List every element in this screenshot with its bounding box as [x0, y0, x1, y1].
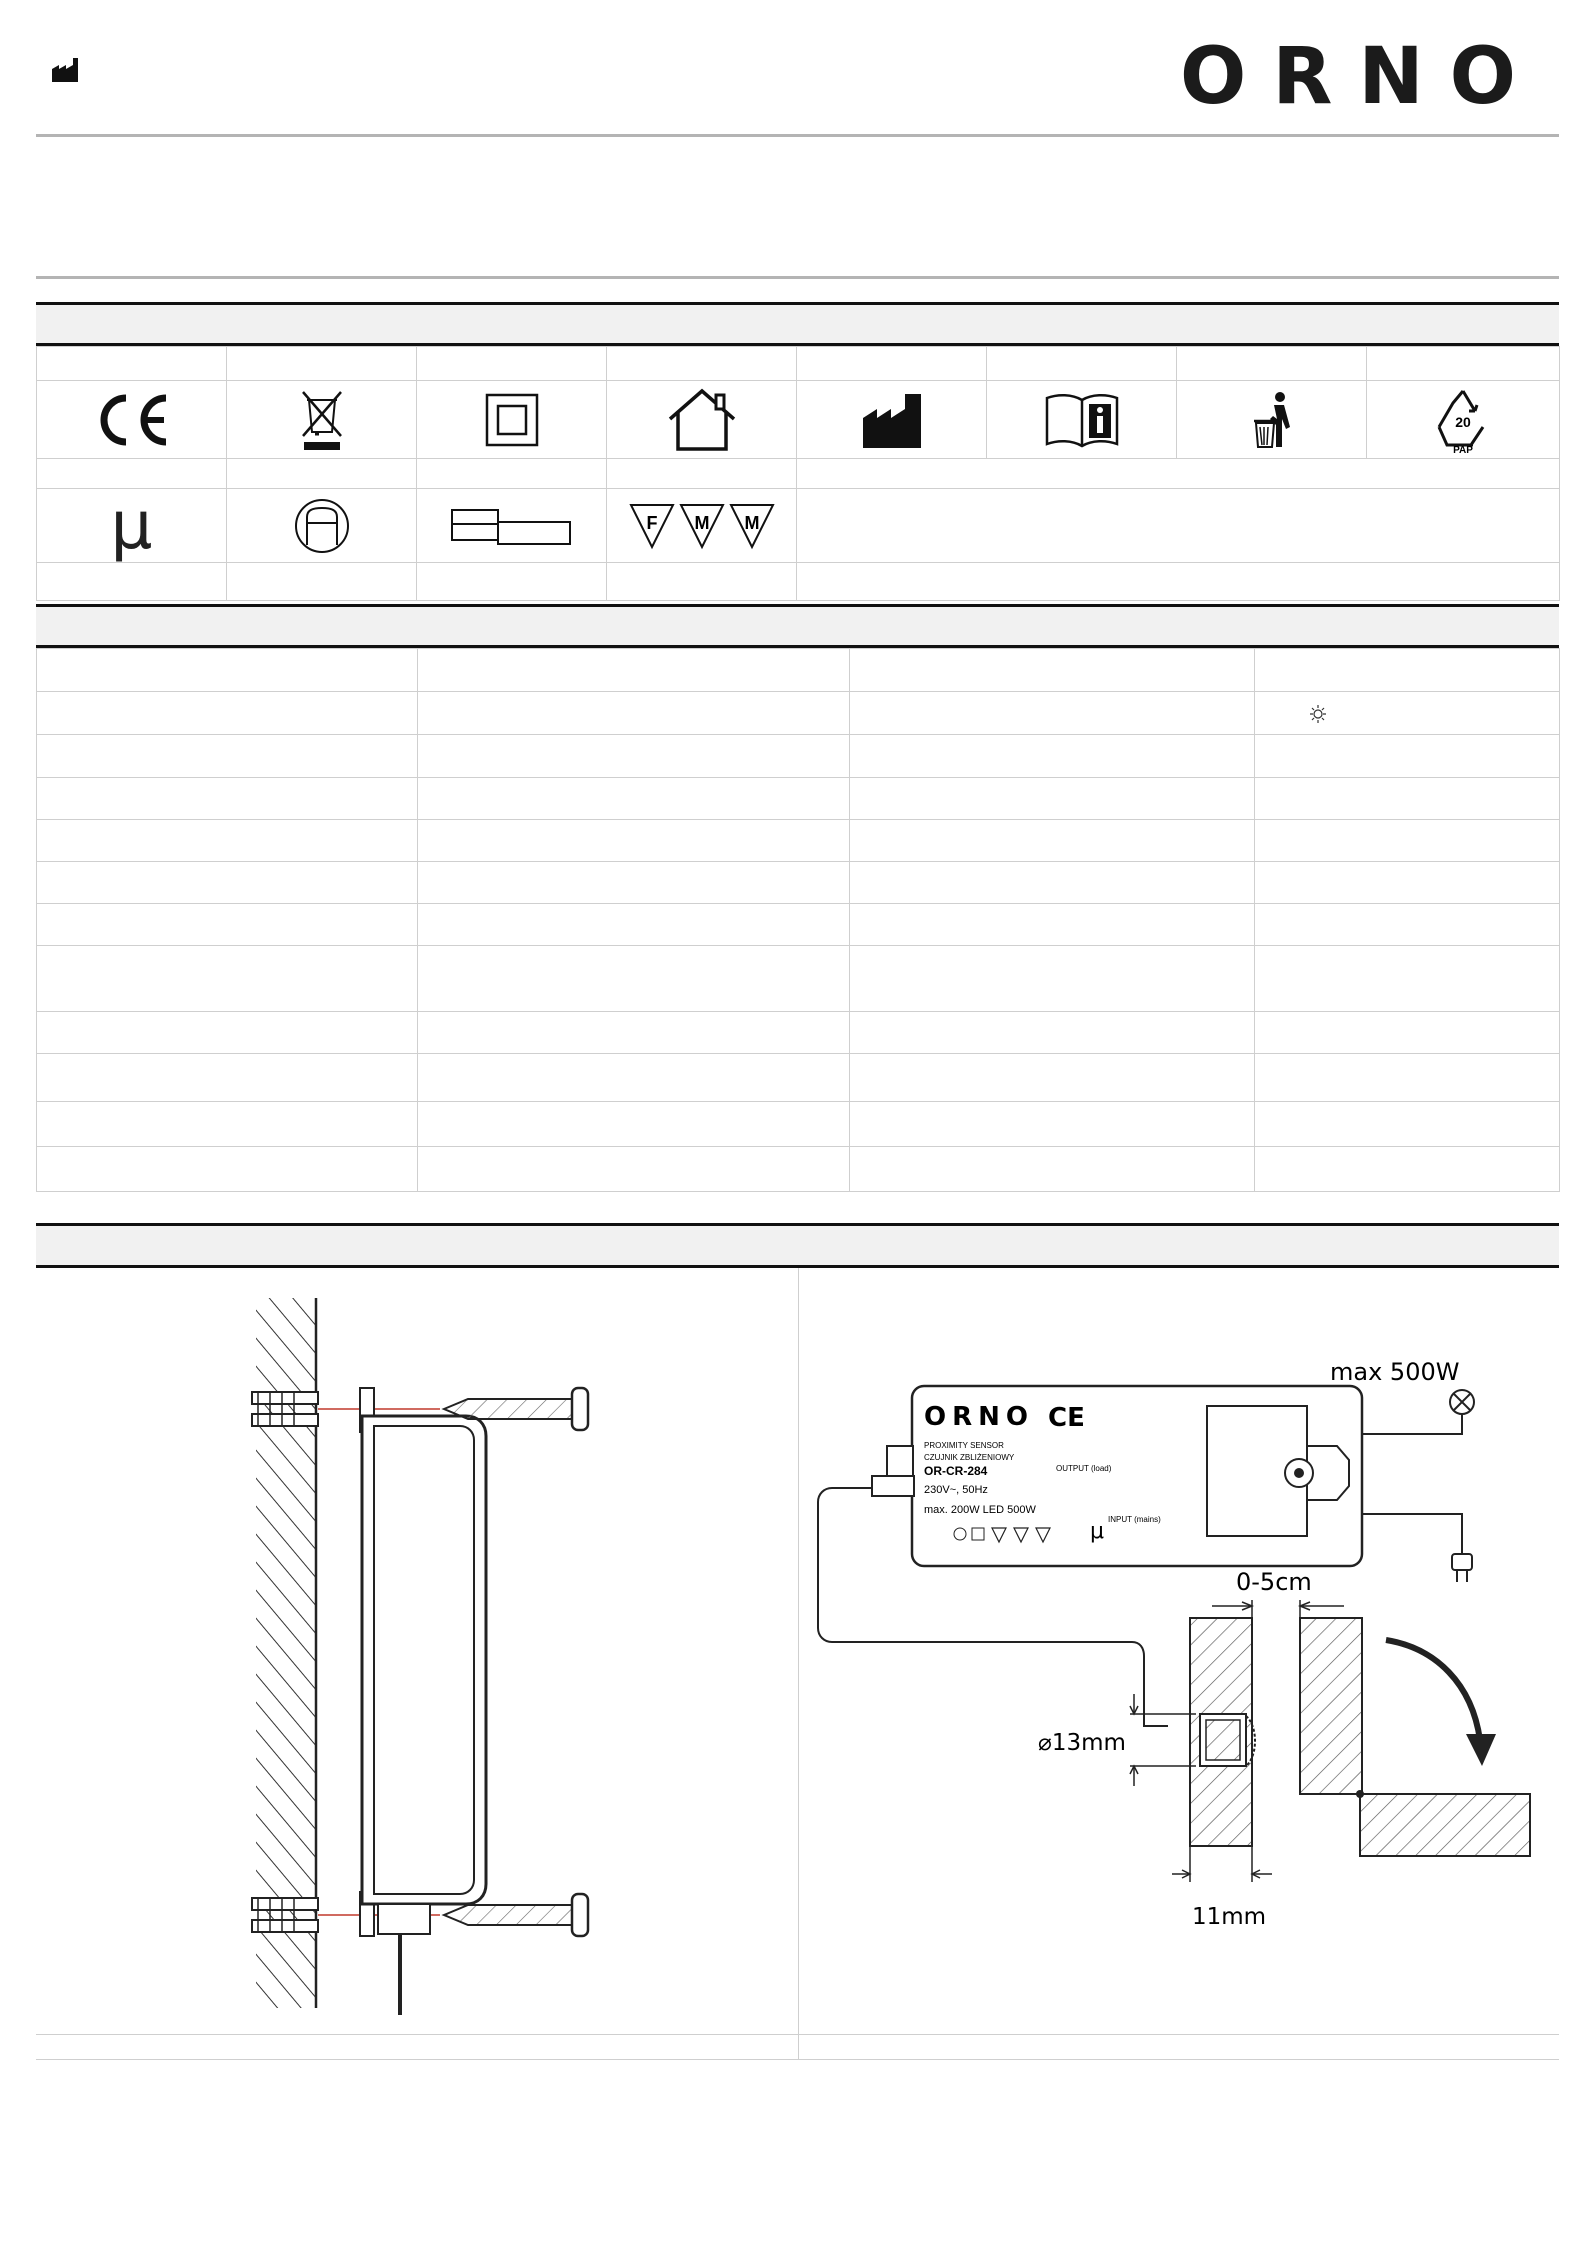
device-ce: CE: [1048, 1403, 1085, 1433]
device-brand: ORNO: [924, 1402, 1034, 1432]
micro-cell: [37, 486, 227, 564]
table-row: [37, 1102, 1560, 1147]
panel-door: [1300, 1618, 1362, 1794]
read-instructions-icon: [1044, 392, 1120, 448]
weee-bin-icon: [297, 388, 347, 452]
class-ii-icon: [484, 392, 540, 448]
recycle-code: 20: [1455, 413, 1471, 430]
fmm-cell: [607, 489, 797, 563]
device-input: INPUT (mains): [1108, 1515, 1161, 1524]
fmm-letter-f: F: [646, 512, 657, 533]
installation-section-header: [36, 1223, 1559, 1268]
symbols-table: [36, 346, 1560, 601]
wall-mount-figure: [230, 1280, 610, 2020]
ce-mark-cell: [37, 381, 227, 459]
tidyman-icon: [1250, 391, 1294, 449]
micro-disconnection-icon: μ: [110, 486, 153, 564]
indoor-cell: [607, 381, 797, 459]
installation-figure: [812, 1350, 1542, 1970]
table-row: [37, 904, 1560, 946]
instructions-cell: [987, 381, 1177, 459]
table-row: [37, 1147, 1560, 1192]
gap-label: 0-5cm: [1236, 1568, 1312, 1596]
brand-logo: ORNO: [1180, 32, 1542, 122]
depth-label: 11mm: [1192, 1904, 1267, 1930]
device-supply: 230V~, 50Hz: [924, 1484, 988, 1496]
table-row: [37, 1012, 1560, 1054]
tidyman-cell: [1177, 381, 1367, 459]
device-model: OR-CR-284: [924, 1464, 988, 1478]
furniture-mount-icon: [293, 497, 351, 555]
fmm-letter-m2: M: [744, 512, 759, 533]
symbols-section-header: [36, 302, 1559, 346]
weee-cell: [227, 381, 417, 459]
device-output: OUTPUT (load): [1056, 1464, 1112, 1473]
recycle-cell: [1367, 381, 1560, 459]
device-micro: μ: [1090, 1519, 1104, 1544]
class-ii-cell: [417, 381, 607, 459]
recycle-label: PAP: [1453, 444, 1473, 453]
figure-divider: [798, 1268, 799, 2060]
panel-shelf: [1360, 1794, 1530, 1856]
door-swing-arrow: [1386, 1640, 1480, 1740]
tech-data-section-header: [36, 604, 1559, 648]
fmm-letter-m1: M: [694, 512, 709, 533]
header-divider: [36, 134, 1559, 137]
pap-20-recycle-icon: [1433, 387, 1493, 453]
table-row: [37, 862, 1560, 904]
table-row: [37, 778, 1560, 820]
indoor-use-icon: [666, 387, 738, 453]
led-lamp-icon: [1307, 702, 1329, 724]
wire-strip-icon: [450, 504, 574, 548]
tech-data-table: [36, 648, 1560, 1192]
table-row: [37, 946, 1560, 1012]
device-line1: PROXIMITY SENSOR: [924, 1441, 1004, 1450]
max-load-label: max 500W: [1330, 1358, 1460, 1386]
manufacturer-icon: [861, 392, 923, 448]
fmm-furniture-icon: [627, 501, 777, 551]
manufacturer-cell: [797, 381, 987, 459]
table-row: [37, 649, 1560, 692]
furniture-mount-cell: [227, 489, 417, 563]
manufacturer-small-icon: [52, 58, 78, 82]
device-line2: CZUJNIK ZBLIŻENIOWY: [924, 1453, 1015, 1462]
table-row: [37, 820, 1560, 862]
ce-mark-icon: [92, 392, 172, 448]
title-divider: [36, 276, 1559, 279]
device-body: [872, 1386, 1362, 1566]
wire-strip-cell: [417, 489, 607, 563]
caption-row-divider: [36, 2034, 1559, 2035]
table-row: [37, 735, 1560, 778]
device-load: max. 200W LED 500W: [924, 1504, 1036, 1516]
plug-icon: [1452, 1554, 1472, 1570]
table-row: [37, 692, 1560, 735]
table-row: [37, 1054, 1560, 1102]
diameter-label: ⌀13mm: [1038, 1730, 1126, 1756]
